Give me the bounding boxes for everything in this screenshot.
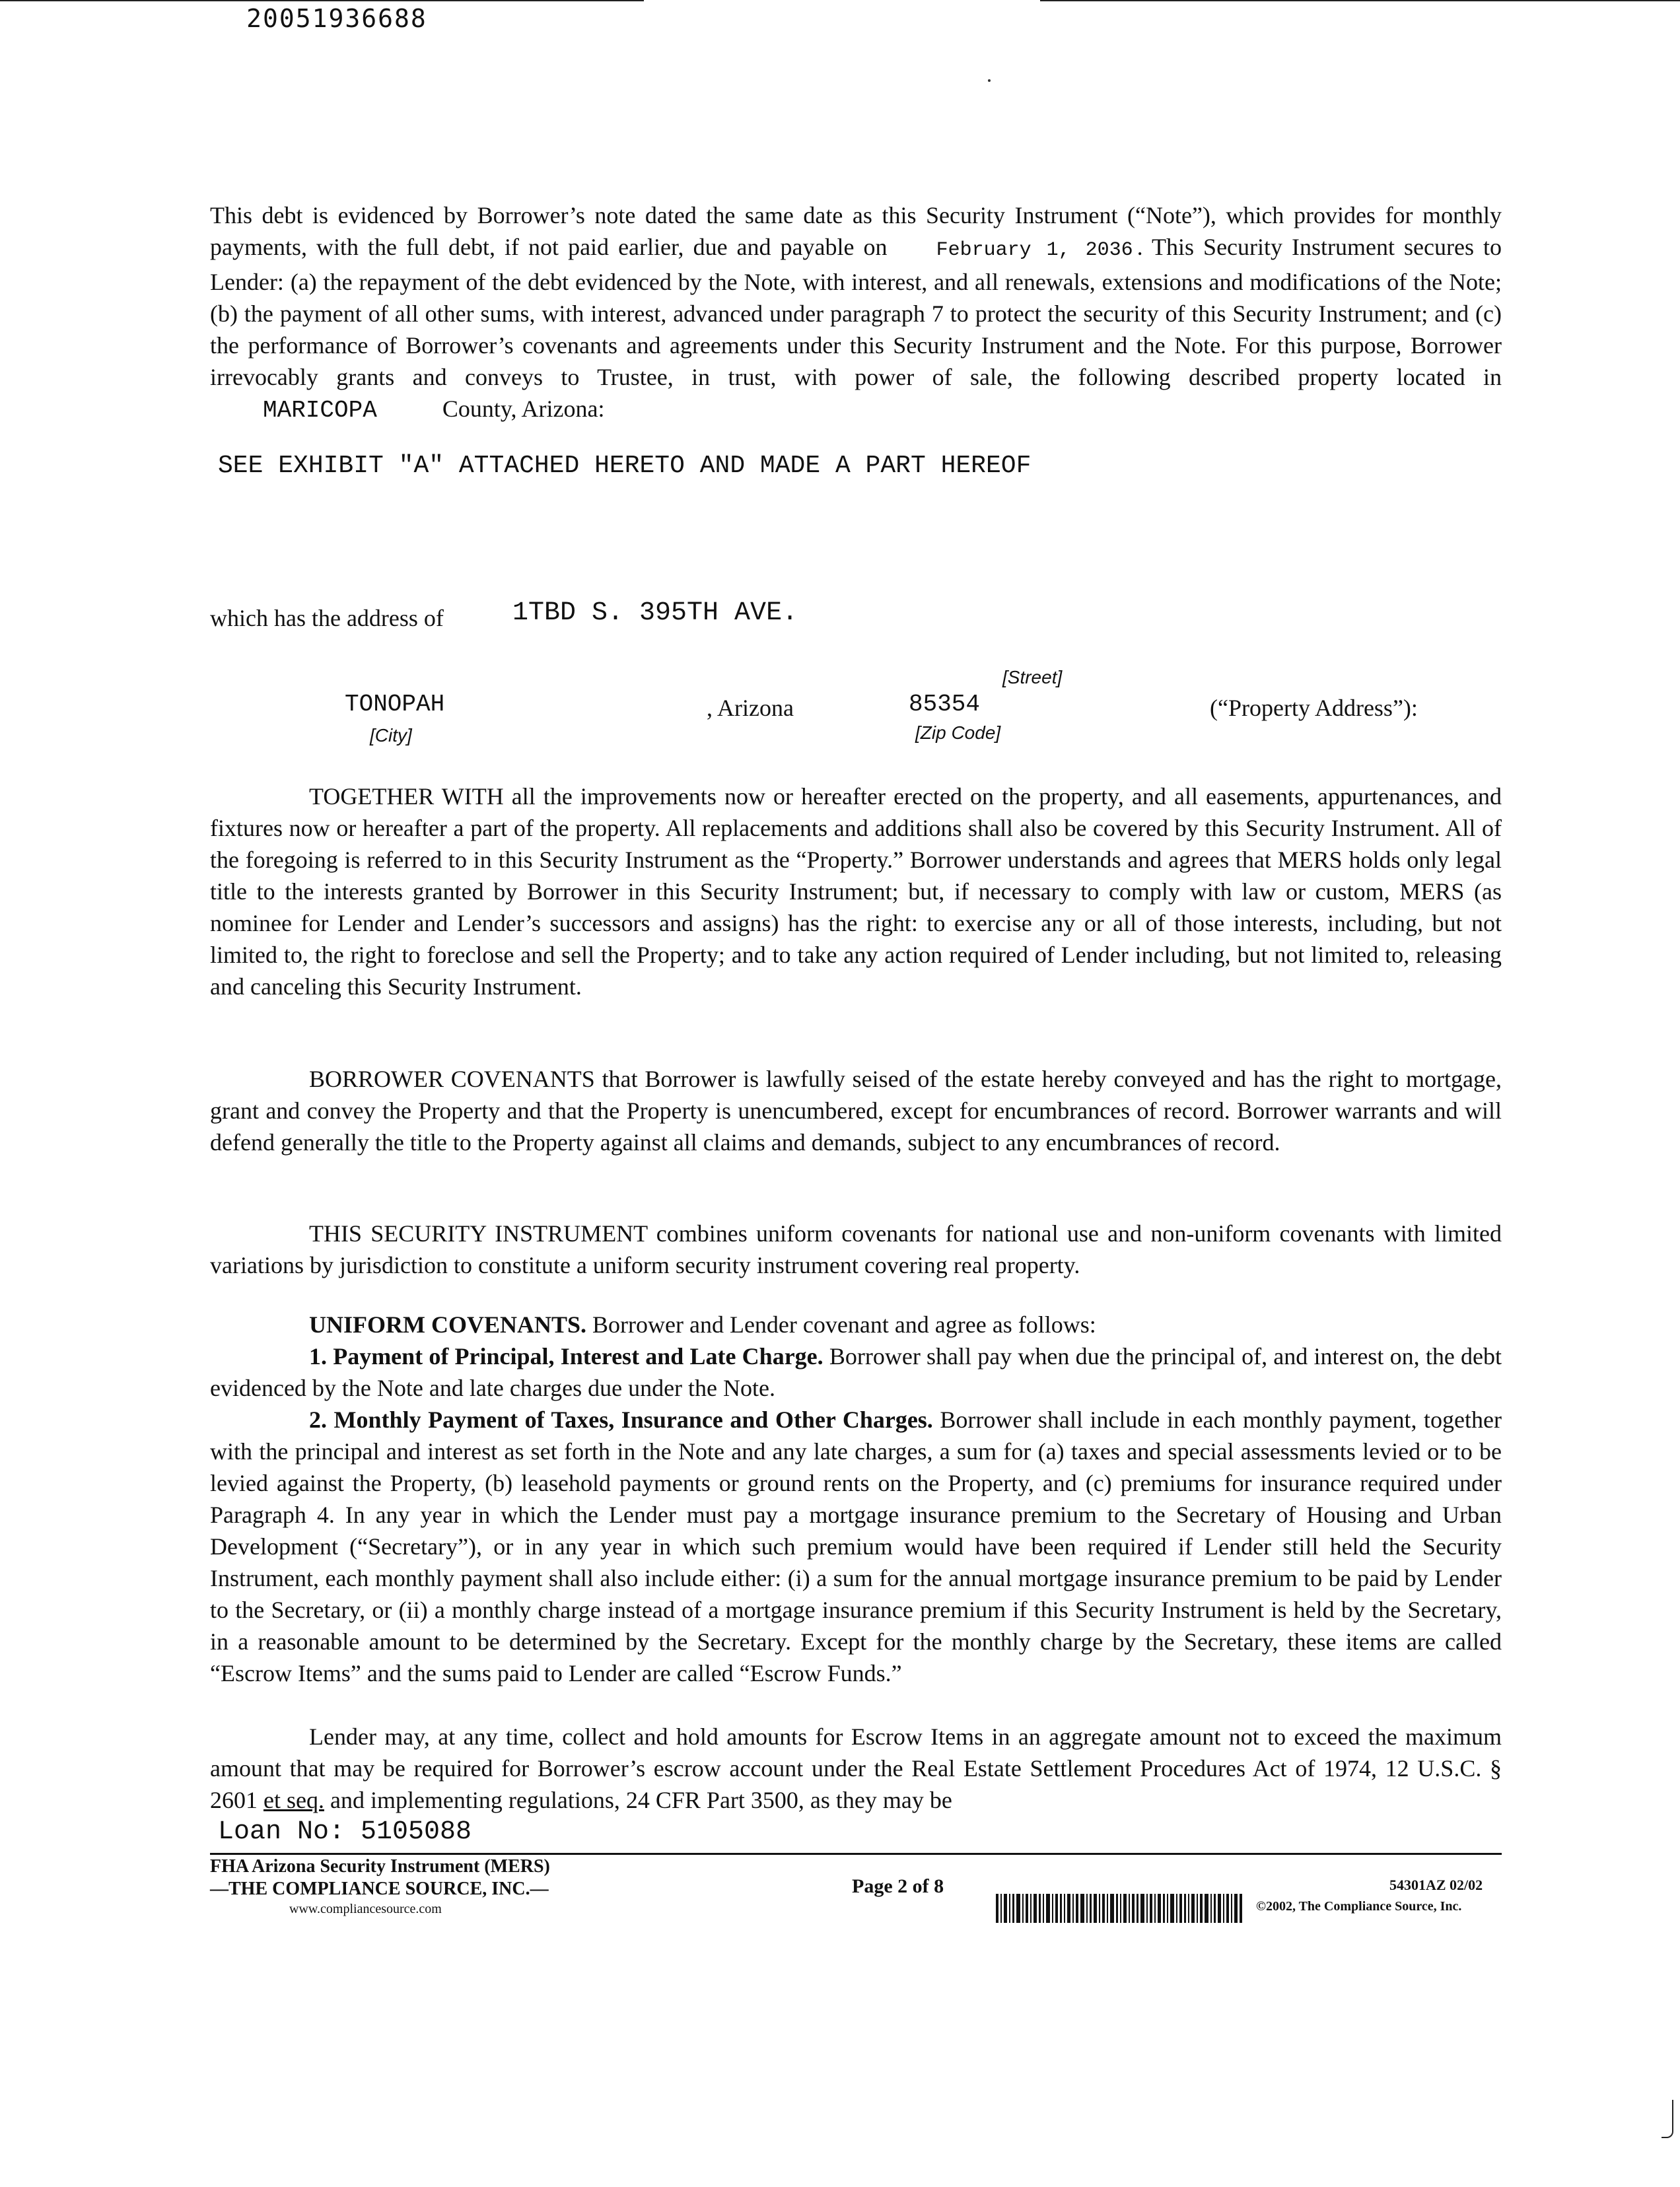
- city-value: TONOPAH: [345, 691, 445, 718]
- intro-paragraph: [210, 199, 1502, 427]
- form-code: 54301AZ 02/02: [1389, 1877, 1483, 1893]
- county-name: MARICOPA: [263, 397, 377, 424]
- borrower-covenants-paragraph: BORROWER COVENANTS that Borrower is lawfully seised of the estate hereby conveyed and has the right to mortgage, grant and convey the Property and that the Property is unencumbered, except for encumbrances of record. Borrower warrants and will defend generally the title to the Property against all claims and demands, subject to any encumbrances of record.: [210, 1066, 1502, 1156]
- footer-rule: [210, 1853, 1502, 1855]
- covenant-1-text: Borrower shall pay when due the principal of, and interest on, the debt evidenced by the Note and late charges due under the Note.: [210, 1343, 1502, 1401]
- intro-text-1: This debt is evidenced by Borrower’s note dated the same date as this Security Instrument (“Note”), which provides for monthly payments, with the full debt, if not paid earlier, due and payable on: [210, 202, 1502, 260]
- covenant-2-heading: 2. Monthly Payment of Taxes, Insurance and Other Charges.: [309, 1406, 933, 1433]
- together-with-paragraph: TOGETHER WITH all the improvements now or hereafter erected on the property, and all easements, appurtenances, and fixtures now or hereafter a part of the property. All replacements and additions shall also be covered by this Security Instrument. All of the foregoing is referred to in this Security Instrument as the “Property.” Borrower understands and agrees that MERS holds only legal title to the interests granted by Borrower in this Security Instrument; but, if necessary to comply with law or custom, MERS (as nominee for Lender and Lender’s successors and assigns) has the right: to exercise any or all of those interests, including, but not limited to, the right to foreclose and sell the Property; and to take any action required of Lender including, but not limited to, releasing and canceling this Security Instrument.: [210, 783, 1502, 1000]
- top-edge-rule: [0, 0, 644, 1]
- recording-number: 20051936688: [246, 4, 427, 33]
- covenant-2: [210, 1404, 1502, 1689]
- due-date: February 1, 2036: [936, 239, 1133, 261]
- street-address: 1TBD S. 395TH AVE.: [512, 598, 798, 628]
- state-value: , Arizona: [707, 695, 794, 721]
- covenant-2-text: Borrower shall include in each monthly payment, together with the principal and interest as set forth in the Note and any late charges, a sum for (a) taxes and special assessments levied or to be levied against the Property, (b) leasehold payments or ground rents on the Property, and (c) premiums for insurance required under Paragraph 4. In any year in which the Lender must pay a mortgage insurance premium to the Secretary of Housing and Urban Development (“Secretary”), or in any year in which such premium would have been required if Lender still held the Security Instrument, each monthly payment shall also include either: (i) a sum for the annual mortgage insurance premium to be paid by Lender to the Secretary, or (ii) a monthly charge instead of a mortgage insurance premium if this Security Instrument is held by the Secretary, in a reasonable amount to be determined by the Secretary. Except for the monthly charge by the Secretary, these items are called “Escrow Items” and the sums paid to Lender are called “Escrow Funds.”: [210, 1406, 1502, 1686]
- uniform-covenants-paragraph: [210, 1309, 1502, 1340]
- footer-url: www.compliancesource.com: [289, 1902, 442, 1916]
- lender-escrow-text-1: Lender may, at any time, collect and hold amounts for Escrow Items in an aggregate amount not to exceed the maximum amount that may be required for Borrower’s escrow account under the Real Estate Settlement Procedures Act of 1974, 12 U.S.C. § 2601: [210, 1723, 1502, 1813]
- zip-label: [Zip Code]: [915, 722, 1001, 743]
- copyright-notice: ©2002, The Compliance Source, Inc.: [1256, 1899, 1462, 1914]
- et-seq: et seq.: [263, 1787, 324, 1813]
- security-instrument-paragraph: THIS SECURITY INSTRUMENT combines uniform covenants for national use and non-uniform covenants with limited variations by jurisdiction to constitute a uniform security instrument covering real property.: [210, 1220, 1502, 1278]
- loan-number: Loan No: 5105088: [218, 1817, 472, 1847]
- footer-company: —THE COMPLIANCE SOURCE, INC.—: [210, 1879, 549, 1899]
- page-number: Page 2 of 8: [852, 1875, 944, 1897]
- city-label: [City]: [370, 725, 412, 746]
- uniform-covenants-text: Borrower and Lender covenant and agree as follows:: [592, 1311, 1096, 1338]
- scan-speck: [988, 79, 991, 82]
- footer-form-title: FHA Arizona Security Instrument (MERS): [210, 1856, 550, 1877]
- barcode-icon: [996, 1894, 1243, 1923]
- covenant-1-heading: 1. Payment of Principal, Interest and Late Charge.: [309, 1343, 823, 1370]
- intro-text-3: County, Arizona:: [442, 396, 605, 422]
- address-lead: which has the address of: [210, 605, 444, 631]
- uniform-covenants-heading: UNIFORM COVENANTS.: [309, 1311, 587, 1338]
- exhibit-reference: SEE EXHIBIT "A" ATTACHED HERETO AND MADE A PART HEREOF: [218, 452, 1032, 480]
- scan-edge-mark: [1662, 2100, 1673, 2138]
- street-label: [Street]: [1002, 667, 1063, 687]
- property-address-label: (“Property Address”):: [1210, 695, 1418, 721]
- covenant-1: [210, 1340, 1502, 1404]
- intro-text-2: . This Security Instrument secures to Lender: (a) the repayment of the debt evidenced by the Note, with interest, and all renewals, extensions and modifications of the Note; (b) the payment of all other sums, with interest, advanced under paragraph 7 to protect the security of this Security Instrument; and (c) the performance of Borrower’s covenants and agreements under this Security Instrument and the Note. For this purpose, Borrower irrevocably grants and conveys to Trustee, in trust, with power of sale, the following described property located in: [210, 234, 1502, 390]
- lender-escrow-paragraph: [210, 1721, 1502, 1816]
- zip-value: 85354: [909, 691, 981, 718]
- top-edge-rule-right: [1040, 0, 1680, 1]
- footer-form-title-block: [210, 1856, 550, 1900]
- lender-escrow-text-2: and implementing regulations, 24 CFR Part 3500, as they may be: [330, 1787, 952, 1813]
